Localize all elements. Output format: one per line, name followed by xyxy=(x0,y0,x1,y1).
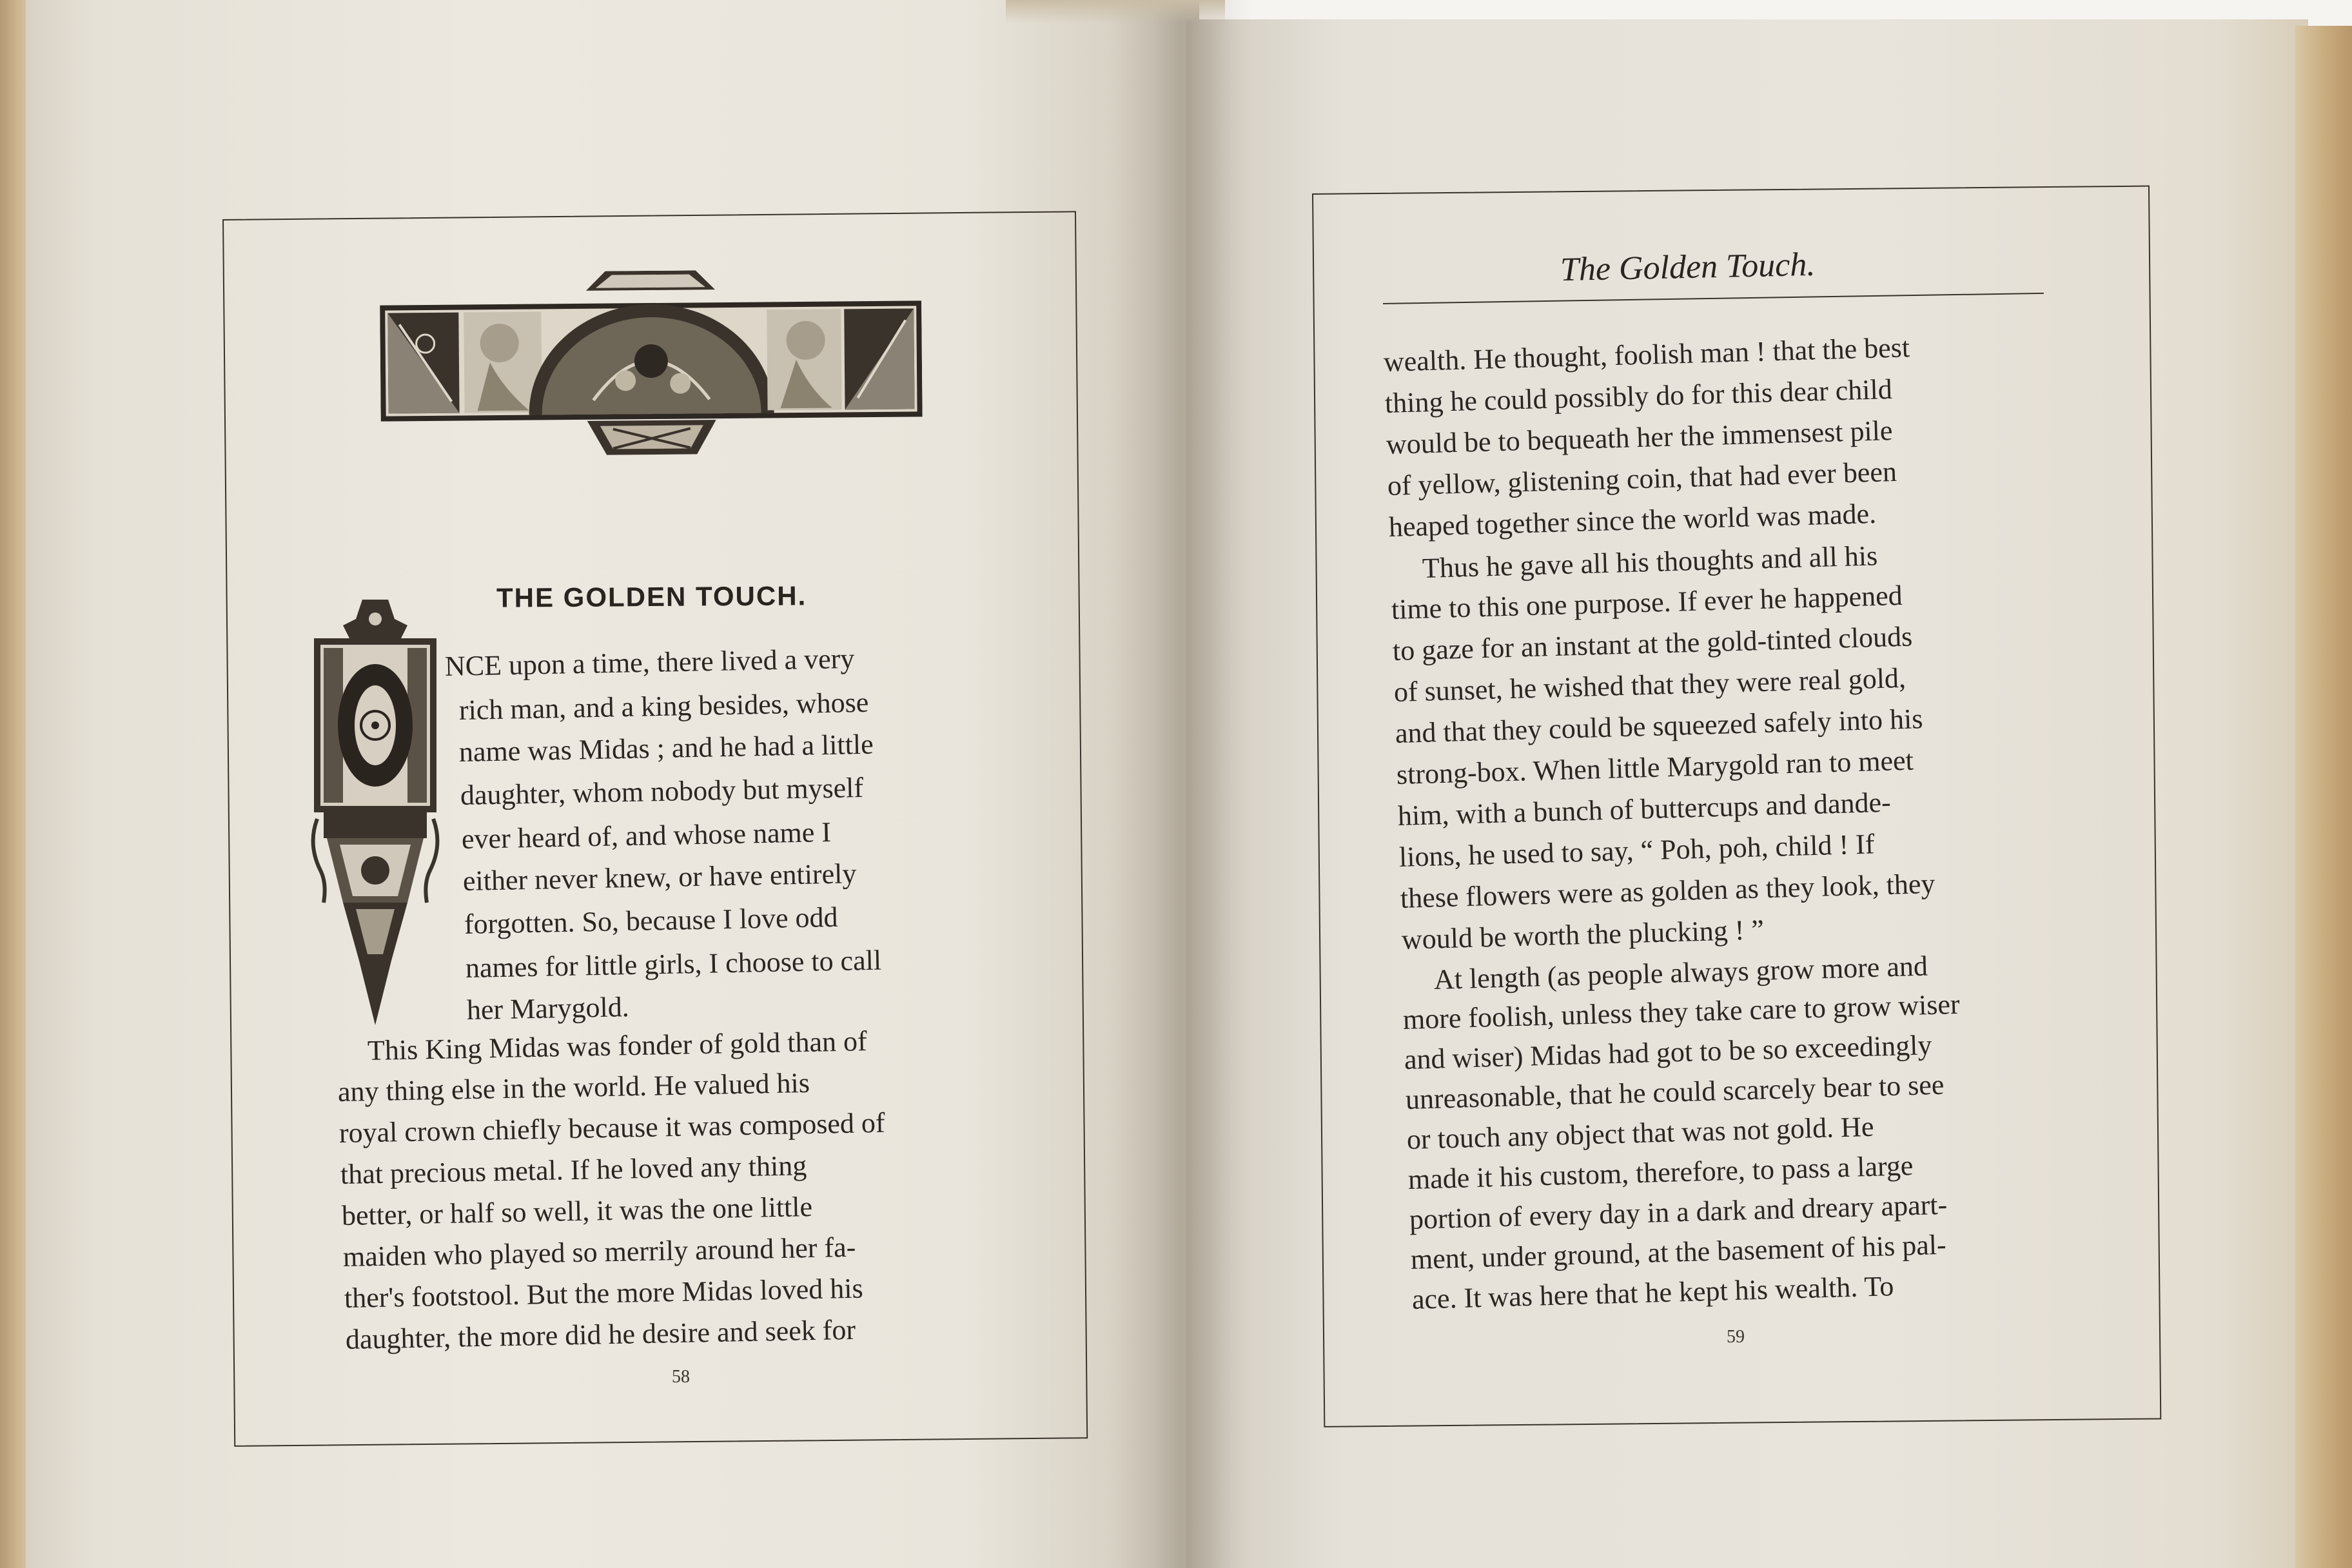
ornamental-dropcap-o xyxy=(311,600,440,1032)
text-line: of yellow, glistening coin, that had ever been xyxy=(1387,455,1897,502)
text-line: time to this one purpose. If ever he happened xyxy=(1391,579,1903,625)
page-number-left: 58 xyxy=(672,1367,690,1387)
text-line: more foolish, unless they take care to grow wiser xyxy=(1402,988,1961,1035)
text-line: name was Midas ; and he had a little xyxy=(458,728,874,768)
text-line: This King Midas was fonder of gold than of xyxy=(367,1025,868,1066)
text-line: and wiser) Midas had got to be so exceedingly xyxy=(1404,1029,1933,1075)
text-line: portion of every day in a dark and dreary apart- xyxy=(1409,1188,1948,1235)
text-line: or touch any object that was not gold. He xyxy=(1406,1110,1874,1155)
text-line: better, or half so well, it was the one little xyxy=(341,1190,813,1231)
text-line: would be worth the plucking ! ” xyxy=(1401,914,1765,956)
text-line: At length (as people always grow more and xyxy=(1433,950,1928,995)
text-line: unreasonable, that he could scarcely bear to see xyxy=(1405,1068,1945,1115)
text-line: wealth. He thought, foolish man ! that the best xyxy=(1383,331,1910,378)
text-line: maiden who played so merrily around her fa- xyxy=(342,1231,856,1273)
text-line: strong-box. When little Marygold ran to meet xyxy=(1396,744,1914,790)
book-gutter-shadow xyxy=(1109,0,1251,1568)
text-line: thing he could possibly do for this dear child xyxy=(1384,373,1893,419)
text-line: ace. It was here that he kept his wealth. To xyxy=(1411,1270,1894,1315)
text-line: royal crown chiefly because it was composed of xyxy=(338,1106,886,1149)
text-line: ever heard of, and whose name I xyxy=(461,816,832,855)
text-line: rich man, and a king besides, whose xyxy=(458,686,869,726)
text-line: daughter, whom nobody but myself xyxy=(460,772,864,811)
running-head: The Golden Touch. xyxy=(1560,246,1816,289)
text-line: that precious metal. If he loved any thing xyxy=(340,1150,807,1190)
text-line: lions, he used to say, “ Poh, poh, child ! If xyxy=(1398,828,1876,873)
text-line: NCE upon a time, there lived a very xyxy=(444,642,855,682)
spine-top-wear xyxy=(1006,0,1225,23)
text-line: any thing else in the world. He valued his xyxy=(337,1066,810,1108)
text-line: either never knew, or have entirely xyxy=(462,858,857,897)
text-line: ment, under ground, at the basement of his pal- xyxy=(1410,1228,1947,1275)
text-line: Thus he gave all his thoughts and all his xyxy=(1422,540,1878,584)
book-page-edges-right xyxy=(2295,26,2352,1568)
text-line: him, with a bunch of buttercups and dande- xyxy=(1397,786,1892,832)
text-line: to gaze for an instant at the gold-tinted clouds xyxy=(1392,620,1913,667)
text-line: and that they could be squeezed safely into his xyxy=(1395,703,1923,749)
text-line: her Marygold. xyxy=(466,991,630,1026)
text-line: would be to bequeath her the immensest pile xyxy=(1386,415,1894,460)
text-line: these flowers were as golden as they look, they xyxy=(1400,867,1936,914)
page-number-right: 59 xyxy=(1727,1327,1745,1347)
text-line: made it his custom, therefore, to pass a large xyxy=(1407,1150,1914,1195)
ornamental-headpiece xyxy=(380,268,923,466)
text-line: ther's footstool. But the more Midas loved his xyxy=(344,1272,864,1314)
text-line: names for little girls, I choose to call xyxy=(465,944,882,984)
chapter-title: THE GOLDEN TOUCH. xyxy=(496,580,807,613)
text-line: forgotten. So, because I love odd xyxy=(464,901,838,940)
text-line: daughter, the more did he desire and seek for xyxy=(345,1313,856,1355)
text-line: of sunset, he wished that they were real gold, xyxy=(1393,662,1906,708)
text-line: heaped together since the world was made. xyxy=(1388,497,1877,543)
